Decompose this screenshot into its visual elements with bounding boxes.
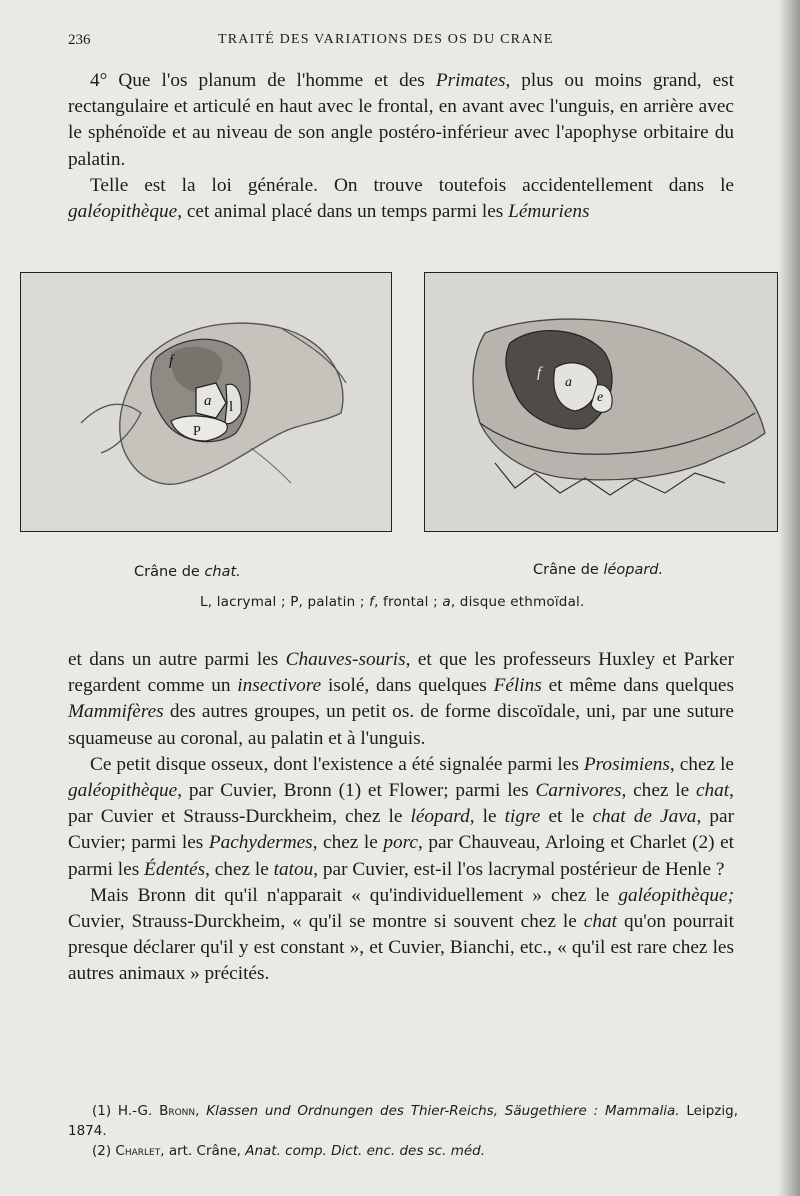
text-run: , par Cuvier; parmi les [68, 806, 734, 854]
figure-cat-skull [20, 272, 392, 532]
label-lacrymal: l [229, 399, 234, 415]
italic-term: insectivore [237, 675, 322, 697]
text-block-top [68, 68, 734, 225]
text-run: Mais Bronn dit qu'il n'apparait « qu'individuellement » chez le [90, 884, 619, 906]
italic-term: porc [383, 832, 418, 854]
text-run: , par Chauveau, Arloing et Charlet (2) et parmi les [68, 832, 734, 880]
running-header [68, 32, 732, 52]
running-title: TRAITÉ DES VARIATIONS DES OS DU CRANE [218, 32, 554, 47]
author-name: Bronn [159, 1103, 196, 1119]
footnotes [68, 1101, 738, 1161]
text-run: , et que les professeurs Huxley et Parker regardent comme un [68, 649, 734, 697]
label-palatin: P [193, 424, 201, 439]
italic-term: galéopithèque [68, 780, 178, 802]
caption-leopard [533, 562, 663, 578]
legend-symbol: a [442, 594, 451, 610]
text-run: qu'on pourrait presque déclarer qu'il y est constant », et Cuvier, Bianchi, etc., « qu'il est rare chez les autres animaux » précités. [68, 911, 734, 985]
label-frontal: f [169, 353, 174, 369]
italic-term: Chauves-souris [285, 649, 406, 670]
label-ethmoid-disc: a [565, 375, 572, 390]
label-e: e [597, 390, 604, 405]
italic-term: chat de Java [592, 806, 697, 828]
legend-text: , disque ethmoïdal. [450, 594, 585, 610]
label-ethmoid-disc: a [204, 393, 212, 409]
paragraph-disque-osseux [68, 752, 734, 883]
leopard-skull-illustration [425, 273, 777, 531]
italic-term: Pachydermes [208, 832, 313, 854]
italic-term: tigre [504, 806, 541, 828]
italic-term: léopard [410, 806, 470, 828]
paragraph-continuation [68, 647, 734, 752]
text-run: , par Cuvier et Strauss-Durckheim, chez le [68, 780, 734, 828]
caption-text: Crâne de [533, 562, 604, 578]
italic-term: chat [695, 780, 730, 802]
text-run: , par Cuvier, Bronn (1) et Flower; parmi les [177, 780, 536, 802]
text-run: Telle est la loi générale. On trouve toutefois accidentellement dans le [90, 174, 734, 196]
label-frontal: f [537, 365, 542, 381]
italic-title: Anat. comp. Dict. enc. des sc. méd. [245, 1143, 486, 1159]
text-run: des autres groupes, un petit os. de forme discoïdale, uni, par une suture squameuse au coronal, au palatin et à l'unguis. [68, 701, 734, 749]
italic-term: Lémuriens [508, 201, 590, 223]
paragraph-loi-generale [68, 173, 734, 225]
text-run: , art. Crâne, [160, 1143, 246, 1159]
text-run: et le [540, 806, 593, 828]
italic-term: Félins [493, 675, 542, 697]
text-run: 4° Que l'os planum de l'homme et des [90, 70, 436, 91]
caption-animal: léopard. [603, 562, 664, 578]
text-run: , chez le [312, 832, 384, 854]
text-run: , [195, 1103, 207, 1119]
text-run: , chez le [669, 753, 734, 775]
italic-term: tatou [273, 858, 314, 880]
text-block-bottom [68, 647, 734, 988]
figure-leopard-skull [424, 272, 778, 532]
italic-term: Carnivores [535, 780, 622, 802]
legend-text: L, lacrymal ; P, palatin ; [200, 594, 370, 610]
paragraph-bronn [68, 883, 734, 988]
caption-animal: chat. [204, 564, 241, 580]
caption-cat [134, 564, 241, 580]
text-run: , cet animal placé dans un temps parmi les [177, 201, 509, 223]
paragraph-planum [68, 68, 734, 173]
text-run: , chez le [205, 858, 274, 880]
italic-title: Klassen und Ordnungen des Thier-Reichs, Säugethiere : Mammalia. [206, 1103, 680, 1119]
text-run: , le [469, 806, 505, 828]
text-run: Cuvier, Strauss-Durckheim, « qu'il se montre si souvent chez le [68, 911, 584, 933]
italic-term: Primates [435, 70, 506, 91]
text-run: Leipzig, 1874. [68, 1103, 738, 1139]
text-run: (1) H.-G. [92, 1103, 160, 1119]
legend-symbol: f [369, 594, 375, 610]
italic-term: Mammifères [68, 701, 164, 723]
text-run: et même dans quelques [541, 675, 734, 697]
italic-term: galéopithèque [68, 201, 178, 223]
footnote-1 [68, 1101, 738, 1141]
italic-term: galéopithèque; [618, 884, 734, 906]
text-run: isolé, dans quelques [321, 675, 494, 697]
text-run: et dans un autre parmi les [68, 649, 286, 670]
figure-legend [200, 594, 585, 610]
caption-text: Crâne de [134, 564, 205, 580]
author-name: Charlet [115, 1143, 161, 1159]
footnote-2 [68, 1141, 738, 1161]
text-run: Ce petit disque osseux, dont l'existence a été signalée parmi les [90, 753, 584, 775]
page-number: 236 [68, 32, 91, 48]
text-run: , par Cuvier, est-il l'os lacrymal postérieur de Henle ? [313, 858, 725, 880]
italic-term: Édentés [144, 858, 206, 880]
text-run: , chez le [621, 780, 696, 802]
text-run: , plus ou moins grand, est rectangulaire et articulé en haut avec le frontal, en avant avec l'unguis, en arrière avec le sphénoïde et au niveau de son angle postéro-inférieur avec l'apophyse orbitaire du palatin. [68, 70, 735, 170]
page-edge-shadow [778, 0, 800, 1196]
cat-skull-illustration [21, 273, 391, 531]
text-run: (2) [92, 1143, 116, 1159]
italic-term: Prosimiens [583, 753, 670, 775]
legend-text: , frontal ; [374, 594, 443, 610]
italic-term: chat [583, 911, 617, 933]
